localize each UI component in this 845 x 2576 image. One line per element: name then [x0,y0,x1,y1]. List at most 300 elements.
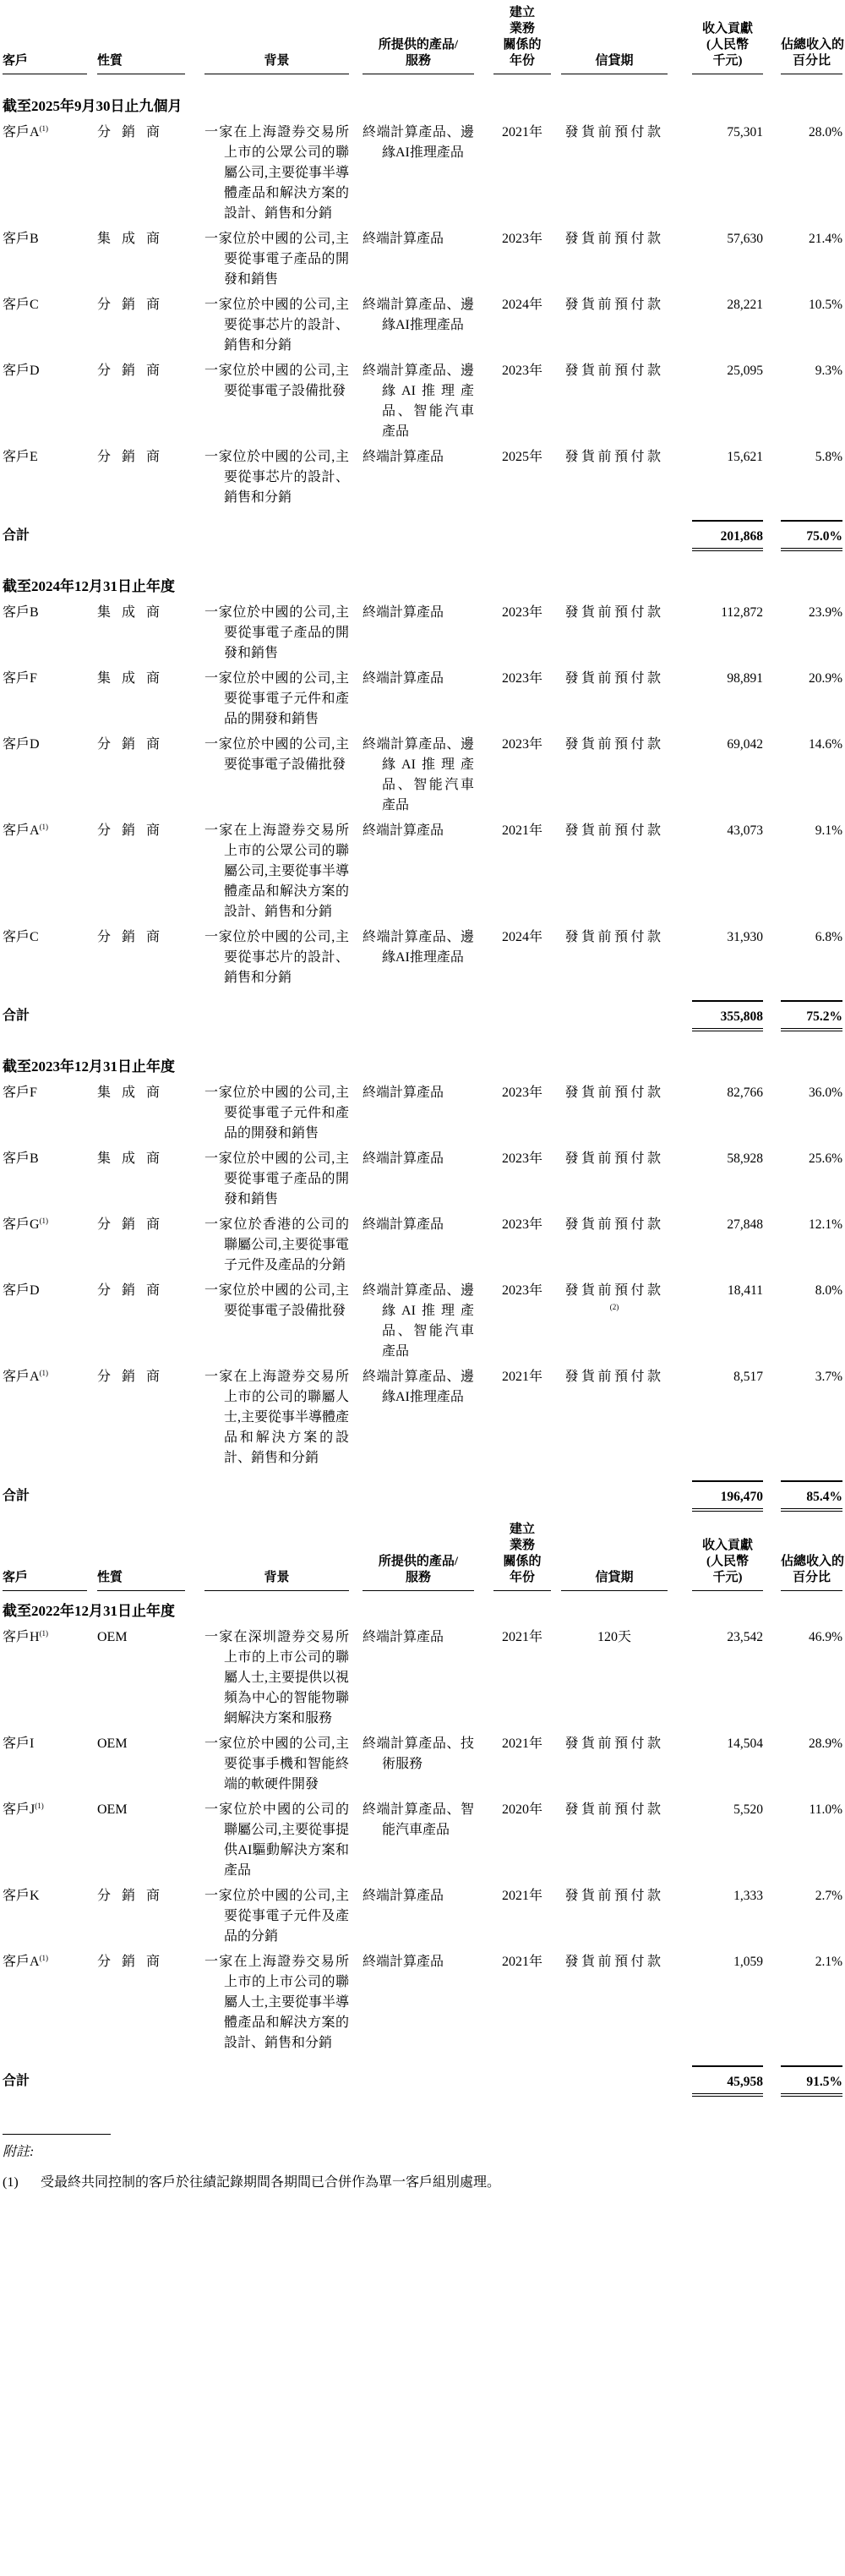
cell-nature [97,229,204,249]
cell-percent: 8.0% [815,1283,842,1298]
header-line: 所提供的產品/ [378,38,459,52]
credit-term-value: 120天 [597,1630,631,1644]
cell-percent: 10.5% [808,298,842,312]
cell-percent: 9.3% [815,364,842,378]
nature-value: OEM [97,1630,128,1644]
section-title: 截至2023年12月31日止年度 [3,1058,175,1075]
customer-footnote-marker: (1) [35,1802,44,1810]
column-header-nature [97,1570,204,1591]
header-line: 關係的 [503,38,542,52]
credit-term-value: 發貨前預付款 [564,1151,664,1166]
customer-row [3,1800,845,1881]
header-line: 百分比 [792,54,831,68]
cell-credit-term [561,295,692,315]
column-header-revenue [692,21,781,74]
cell-nature [97,361,204,381]
customer-row [3,295,845,356]
credit-term-value: 發貨前預付款 [564,737,664,752]
cell-customer: 客戶C [3,298,39,312]
total-revenue-cell [692,520,781,551]
cell-year-established: 2023年 [501,737,542,752]
column-header-box [493,5,551,74]
header-line: 佔總收入的 [781,38,845,52]
credit-term-value: 發貨前預付款 [564,1217,664,1232]
cell-year-established: 2023年 [501,671,542,686]
column-header-revenue [692,1538,781,1591]
cell-customer: 客戶E [3,450,38,464]
nature-value: 分銷商 [97,737,172,752]
footnotes-section [3,2134,845,2193]
cell-year-established: 2021年 [501,1370,542,1384]
footnote-divider [3,2134,111,2135]
cell-credit-term [561,1149,692,1169]
cell-revenue: 8,517 [733,1370,763,1384]
credit-term-value: 發貨前預付款 [564,1955,664,1969]
cell-revenue: 14,504 [727,1736,763,1751]
cell-year-established: 2023年 [501,1151,542,1166]
header-line: (人民幣 [706,38,749,52]
header-underline [692,1590,763,1591]
column-header-box [781,1554,845,1591]
cell-revenue: 28,221 [727,298,763,312]
cell-percent: 2.1% [815,1955,842,1969]
cell-percent: 25.6% [808,1151,842,1166]
column-header-box [204,1570,349,1591]
cell-products: 終端計算產品 [363,1889,444,1903]
cell-customer: 客戶K [3,1889,40,1903]
cell-customer: 客戶$G^{(1)}$ [3,1217,49,1232]
customer-row [3,735,845,816]
nature-value: 分銷商 [97,1370,172,1384]
cell-products: 終端計算產品 [363,605,444,620]
cell-background: 一家位於中國的公司,主要從事芯片的設計、銷售和分銷 [204,450,349,505]
column-header-lines [204,53,349,69]
cell-percent: 46.9% [808,1630,842,1644]
credit-term-value: 發貨前預付款 [564,605,664,620]
cell-customer: 客戶D [3,1283,40,1298]
cell-nature [97,295,204,315]
cell-revenue: 43,073 [727,823,763,838]
header-line: 百分比 [792,1571,831,1584]
cell-nature [97,927,204,948]
cell-revenue: 57,630 [727,232,763,246]
total-row [3,520,845,551]
nature-value: 集成商 [97,671,172,686]
customer-row [3,1367,845,1468]
column-header-box [561,1570,668,1591]
total-percent-value: 75.0% [781,520,842,551]
total-revenue-cell [692,1000,781,1031]
column-header-lines [97,53,185,69]
credit-term-value: 發貨前預付款 [564,125,664,139]
header-underline [363,1590,474,1591]
column-header-lines [3,53,87,69]
header-line: 客戶 [3,54,29,68]
cell-year-established: 2023年 [501,1086,542,1100]
table-block [3,1522,845,2097]
column-header-lines [363,37,474,69]
cell-background: 一家位於中國的公司,主要從事電子設備批發 [204,737,349,772]
credit-term-value: 發貨前預付款 [564,1889,664,1903]
column-header-products [363,1554,493,1591]
header-line: 建立 [509,1523,535,1536]
column-header-year [493,1522,561,1591]
header-underline [3,1590,87,1591]
header-line: 所提供的產品/ [378,1555,459,1568]
cell-nature [97,1083,204,1103]
header-line: 建立 [509,6,535,19]
nature-value: 分銷商 [97,823,172,838]
column-header-box [3,1570,87,1591]
cell-background: 一家在上海證券交易所上市的公司的聯屬人士,主要從事半導體產品和解決方案的設計、銷售和分銷 [204,1370,350,1465]
cell-year-established: 2020年 [501,1802,542,1817]
cell-credit-term [561,1281,692,1321]
cell-year-established: 2023年 [501,232,542,246]
cell-year-established: 2021年 [501,125,542,139]
cell-percent: 23.9% [808,605,842,620]
column-header-lines [363,1554,474,1586]
column-header-products [363,37,493,74]
column-header-lines [692,1538,763,1586]
cell-customer: 客戶$A^{(1)}$ [3,823,49,838]
cell-products: 終端計算產品、邊緣AI推理產品、智能汽車產品 [363,737,474,812]
cell-background: 一家位於中國的公司,主要從事電子產品的開發和銷售 [204,232,349,287]
cell-nature [97,1149,204,1169]
customer-row [3,1083,845,1144]
cell-products: 終端計算產品、邊緣AI推理產品 [363,930,474,965]
cell-nature [97,1367,204,1387]
cell-products: 終端計算產品、智能汽車產品 [363,1802,474,1837]
cell-year-established: 2023年 [501,1283,542,1298]
total-revenue-cell [692,1480,781,1512]
credit-term-value: 發貨前預付款 [564,671,664,686]
header-line: 業務 [509,1539,535,1552]
credit-term-value: 發貨前預付款 [564,450,664,464]
customer-row [3,1886,845,1947]
cell-percent: 20.9% [808,671,842,686]
column-header-background [204,53,363,74]
header-line: 背景 [264,1571,290,1584]
header-line: 信貸期 [595,54,634,68]
cell-credit-term [561,447,692,468]
column-header-percent [781,37,845,74]
cell-percent: 12.1% [808,1217,842,1232]
column-header-box [204,53,349,74]
cell-year-established: 2023年 [501,364,542,378]
column-header-background [204,1570,363,1591]
cell-customer: 客戶I [3,1736,35,1751]
cell-credit-term [561,603,692,623]
customer-row [3,1281,845,1362]
credit-footnote-marker: (2) [609,1303,619,1311]
cell-revenue: 15,621 [727,450,763,464]
cell-nature [97,821,204,841]
customer-row [3,603,845,664]
cell-nature [97,1281,204,1301]
cell-customer: 客戶F [3,671,37,686]
nature-value: 集成商 [97,1086,172,1100]
column-header-box [363,1554,474,1591]
credit-term-value: 發貨前預付款 [564,1802,664,1817]
total-revenue-value: 355,808 [692,1000,763,1031]
cell-percent: 14.6% [808,737,842,752]
header-line: 性質 [97,54,123,68]
credit-term-value: 發貨前預付款 [564,232,664,246]
total-label: 合計 [3,528,30,543]
column-header-box [97,53,185,74]
cell-background: 一家位於中國的公司,主要從事芯片的設計、銷售和分銷 [204,298,349,353]
nature-value: OEM [97,1802,128,1817]
column-header-lines [3,1570,87,1586]
cell-revenue: 112,872 [721,605,763,620]
cell-nature [97,1734,204,1754]
header-underline [204,1590,349,1591]
column-header-lines [561,53,668,69]
cell-revenue: 98,891 [727,671,763,686]
cell-revenue: 58,928 [727,1151,763,1166]
section-title: 截至2022年12月31日止年度 [3,1603,175,1619]
column-header-percent [781,1554,845,1591]
cell-credit-term [561,361,692,381]
nature-value: 分銷商 [97,364,172,378]
customer-row [3,447,845,508]
header-line: 服務 [405,54,431,68]
column-header-nature [97,53,204,74]
cell-nature [97,1627,204,1648]
column-header-box [781,37,845,74]
cell-nature [97,1215,204,1235]
section-title: 截至2024年12月31日止年度 [3,578,175,594]
nature-value: 分銷商 [97,1283,172,1298]
cell-credit-term [561,821,692,841]
section-title: 截至2025年9月30日止九個月 [3,98,183,114]
header-underline [561,1590,668,1591]
total-label: 合計 [3,1009,30,1023]
column-header-credit [561,1570,692,1591]
column-header-box [493,1522,551,1591]
nature-value: 集成商 [97,1151,172,1166]
customer-row [3,821,845,922]
cell-customer: 客戶F [3,1086,37,1100]
customer-tables [3,5,845,2097]
cell-customer: 客戶$J^{(1)}$ [3,1802,44,1817]
cell-background: 一家在上海證券交易所上市的公眾公司的聯屬公司,主要從事半導體產品和解決方案的設計、銷售和分銷 [204,823,350,919]
cell-percent: 6.8% [815,930,842,944]
header-line: (人民幣 [706,1555,749,1568]
cell-products: 終端計算產品、邊緣AI推理產品、智能汽車產品 [363,364,474,439]
cell-background: 一家位於中國的公司,主要從事電子設備批發 [204,1283,349,1318]
customer-footnote-marker: (1) [39,1954,49,1962]
cell-products: 終端計算產品、邊緣AI推理產品 [363,1370,474,1404]
cell-customer: 客戶C [3,930,39,944]
cell-products: 終端計算產品、邊緣AI推理產品 [363,298,474,332]
credit-term-value: 發貨前預付款 [564,364,664,378]
total-percent-cell [781,520,842,551]
cell-revenue: 23,542 [727,1630,763,1644]
header-line: 性質 [97,1571,123,1584]
column-header-box [561,53,668,74]
customer-footnote-marker: (1) [39,1629,49,1638]
cell-nature [97,1952,204,1972]
cell-credit-term [561,1215,692,1235]
customer-row [3,1952,845,2054]
total-percent-value: 91.5% [781,2065,842,2097]
cell-revenue: 82,766 [727,1086,763,1100]
column-header-lines [692,21,763,69]
cell-background: 一家位於中國的公司,主要從事電子設備批發 [204,364,349,398]
cell-credit-term [561,669,692,689]
cell-nature [97,123,204,143]
header-line: 佔總收入的 [781,1555,845,1568]
cell-background: 一家位於中國的公司,主要從事手機和智能終端的軟硬件開發 [204,1736,349,1791]
cell-products: 終端計算產品 [363,450,444,464]
customer-row [3,1149,845,1210]
total-row [3,2065,845,2097]
cell-credit-term [561,1083,692,1103]
cell-revenue: 27,848 [727,1217,763,1232]
column-header-lines [204,1570,349,1586]
cell-products: 終端計算產品 [363,671,444,686]
header-line: 年份 [509,1571,535,1584]
cell-year-established: 2024年 [501,298,542,312]
cell-background: 一家位於中國的公司,主要從事電子元件及產品的分銷 [204,1889,349,1944]
column-header-lines [493,1522,551,1586]
cell-year-established: 2025年 [501,450,542,464]
cell-products: 終端計算產品 [363,1955,444,1969]
column-header-year [493,5,561,74]
column-header-box [363,37,474,74]
header-line: 信貸期 [595,1571,634,1584]
credit-term-value: 發貨前預付款 [564,1283,664,1298]
column-header-lines [97,1570,185,1586]
nature-value: 分銷商 [97,930,172,944]
nature-value: 集成商 [97,232,172,246]
cell-credit-term [561,229,692,249]
customer-row [3,229,845,290]
column-header-credit [561,53,692,74]
credit-term-value: 發貨前預付款 [564,930,664,944]
cell-products: 終端計算產品 [363,823,444,838]
cell-customer: 客戶$H^{(1)}$ [3,1629,49,1644]
cell-revenue: 5,520 [733,1802,763,1817]
cell-year-established: 2021年 [501,1889,542,1903]
customer-footnote-marker: (1) [39,1369,49,1377]
cell-revenue: 75,301 [727,125,763,139]
column-header-box [692,1538,763,1591]
cell-products: 終端計算產品、技術服務 [363,1736,474,1771]
header-line: 千元) [712,1571,743,1584]
cell-percent: 5.8% [815,450,842,464]
cell-revenue: 25,095 [727,364,763,378]
cell-revenue: 69,042 [727,737,763,752]
cell-percent: 3.7% [815,1370,842,1384]
cell-year-established: 2024年 [501,930,542,944]
header-underline [781,1590,842,1591]
cell-nature [97,603,204,623]
cell-credit-term [561,1627,692,1648]
credit-term-value: 發貨前預付款 [564,298,664,312]
customer-footnote-marker: (1) [39,823,49,831]
customer-row [3,1627,845,1729]
cell-background: 一家位於中國的公司的聯屬公司,主要從事提供AI驅動解決方案和產品 [204,1802,350,1878]
table-block [3,5,845,1512]
cell-background: 一家位於中國的公司,主要從事電子元件和產品的開發和銷售 [204,1086,349,1140]
cell-background: 一家位於香港的公司的聯屬公司,主要從事電子元件及產品的分銷 [204,1217,350,1272]
cell-year-established: 2021年 [501,1630,542,1644]
cell-customer: 客戶B [3,605,39,620]
total-revenue-value: 196,470 [692,1480,763,1512]
cell-products: 終端計算產品 [363,1086,444,1100]
cell-background: 一家在上海證券交易所上市的上市公司的聯屬人士,主要從事半導體產品和解決方案的設計、銷售和分銷 [204,1955,350,2050]
cell-nature [97,447,204,468]
total-percent-cell [781,1000,842,1031]
credit-term-value: 發貨前預付款 [564,1370,664,1384]
header-underline [493,1590,551,1591]
footnote-text: 受最終共同控制的客戶於往績記錄期間各期間已合併作為單一客戶組別處理。 [41,2175,501,2190]
total-revenue-value: 201,868 [692,520,763,551]
cell-revenue: 1,333 [733,1889,763,1903]
customer-footnote-marker: (1) [39,124,49,133]
header-underline [97,1590,185,1591]
customer-row [3,1734,845,1795]
nature-value: 分銷商 [97,125,172,139]
nature-value: 分銷商 [97,1889,172,1903]
cell-percent: 2.7% [815,1889,842,1903]
cell-percent: 28.9% [808,1736,842,1751]
header-line: 收入貢獻 [701,1539,753,1552]
nature-value: 分銷商 [97,298,172,312]
cell-revenue: 18,411 [727,1283,763,1298]
cell-percent: 36.0% [808,1086,842,1100]
cell-percent: 11.0% [809,1802,842,1817]
cell-nature [97,669,204,689]
cell-products: 終端計算產品 [363,1151,444,1166]
cell-products: 終端計算產品、邊緣AI推理產品 [363,125,474,160]
column-header-customer [3,53,97,74]
column-header-lines [781,37,845,69]
cell-credit-term [561,1734,692,1754]
footnote-label: 附註: [3,2145,35,2159]
nature-value: OEM [97,1736,128,1751]
cell-year-established: 2021年 [501,1736,542,1751]
header-line: 千元) [712,54,743,68]
cell-products: 終端計算產品 [363,1630,444,1644]
cell-credit-term [561,1367,692,1387]
cell-credit-term [561,735,692,755]
total-label: 合計 [3,2074,30,2088]
cell-year-established: 2023年 [501,1217,542,1232]
header-line: 背景 [264,54,290,68]
column-header-box [97,1570,185,1591]
cell-customer: 客戶$A^{(1)}$ [3,124,49,139]
customer-footnote-marker: (1) [39,1217,49,1225]
header-line: 收入貢獻 [701,22,753,36]
nature-value: 集成商 [97,605,172,620]
cell-customer: 客戶$A^{(1)}$ [3,1369,49,1384]
cell-customer: 客戶D [3,364,40,378]
header-line: 關係的 [503,1555,542,1568]
column-header-box [3,53,87,74]
cell-year-established: 2021年 [501,1955,542,1969]
total-percent-cell [781,2065,842,2097]
cell-credit-term [561,1952,692,1972]
cell-nature [97,735,204,755]
total-revenue-cell [692,2065,781,2097]
cell-customer: 客戶B [3,1151,39,1166]
customer-row [3,1215,845,1276]
column-header-row [3,1522,845,1591]
customer-row [3,669,845,730]
